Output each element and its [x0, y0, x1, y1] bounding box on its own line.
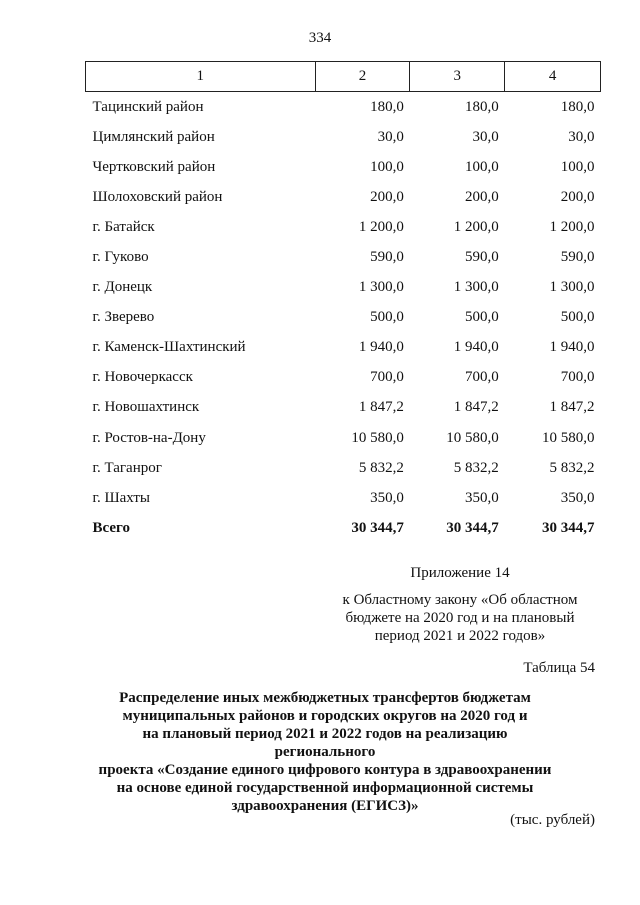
- row-value-2021-cell: 1 200,0: [453, 218, 499, 235]
- row-value-2022-cell: 500,0: [560, 309, 595, 326]
- title-line: на основе единой государственной информационной системы: [116, 780, 534, 796]
- row-value-2022-cell: 180,0: [560, 98, 595, 115]
- row-name-cell: Всего: [92, 519, 130, 536]
- table-row: [86, 483, 601, 513]
- table-row: [86, 303, 601, 333]
- row-value-2020-cell: 180,0: [370, 98, 404, 115]
- row-value-2021-cell: 350,0: [464, 489, 499, 506]
- table-row: [86, 393, 601, 423]
- row-value-2020-cell: 30 344,7: [351, 519, 404, 536]
- row-value-2022-cell: 1 940,0: [549, 339, 595, 356]
- row-name-cell: г. Ростов-на-Дону: [92, 429, 206, 446]
- row-value-2020-cell: 500,0: [370, 309, 404, 326]
- row-name-cell: г. Гуково: [92, 249, 149, 266]
- row-value-2022-cell: 1 300,0: [549, 279, 595, 296]
- row-value-2022-cell: 30 344,7: [542, 519, 595, 536]
- row-name-cell: Тацинский район: [92, 98, 204, 115]
- row-value-2022-cell: 5 832,2: [549, 459, 595, 476]
- row-value-2020-cell: 10 580,0: [351, 429, 404, 446]
- table-body: [86, 92, 601, 544]
- row-value-2021-cell: 10 580,0: [446, 429, 499, 446]
- row-value-2022-cell: 10 580,0: [542, 429, 595, 446]
- table-total-row: [86, 513, 601, 543]
- row-value-2020-cell: 1 940,0: [358, 339, 404, 356]
- column-header-3: 3: [410, 62, 505, 92]
- row-name-cell: г. Шахты: [92, 489, 151, 506]
- row-value-2020-cell: 590,0: [370, 249, 404, 266]
- row-value-2022-cell: 100,0: [560, 158, 595, 175]
- row-value-2021-cell: 700,0: [464, 369, 499, 386]
- row-value-2020-cell: 700,0: [370, 369, 404, 386]
- row-value-2022-cell: 30,0: [568, 128, 595, 145]
- row-value-2021-cell: 590,0: [464, 249, 499, 266]
- appendix-line: бюджете на 2020 год и на плановый: [345, 610, 575, 626]
- table-row: [86, 363, 601, 393]
- row-name-cell: Шолоховский район: [92, 188, 223, 205]
- row-value-2022-cell: 1 200,0: [549, 218, 595, 235]
- row-value-2021-cell: 5 832,2: [453, 459, 499, 476]
- document-title: [95, 689, 555, 815]
- table-row: [86, 453, 601, 483]
- table-row: [86, 423, 601, 453]
- table-row: [86, 92, 601, 123]
- row-value-2021-cell: 1 847,2: [453, 399, 499, 416]
- page-number: 334: [308, 30, 332, 46]
- table-row: [86, 182, 601, 212]
- row-name-cell: г. Зверево: [92, 309, 155, 326]
- row-value-2020-cell: 350,0: [370, 489, 404, 506]
- column-header-4: 4: [505, 62, 601, 92]
- table-row: [86, 273, 601, 303]
- title-line: муниципальных районов и городских округов на 2020 год и: [122, 708, 528, 724]
- title-line: здравоохранения (ЕГИСЗ)»: [231, 798, 419, 814]
- column-header-1: 1: [86, 62, 316, 92]
- row-value-2020-cell: 1 847,2: [358, 399, 404, 416]
- row-value-2022-cell: 350,0: [560, 489, 595, 506]
- table-row: [86, 152, 601, 182]
- appendix-note: [320, 564, 600, 645]
- row-value-2020-cell: 30,0: [377, 128, 404, 145]
- appendix-line: к Областному закону «Об областном: [342, 592, 578, 608]
- table-header-row: [86, 62, 601, 92]
- row-value-2021-cell: 500,0: [464, 309, 499, 326]
- row-name-cell: г. Батайск: [92, 218, 155, 235]
- row-value-2021-cell: 200,0: [464, 188, 499, 205]
- table-row: [86, 122, 601, 152]
- title-line: на плановый период 2021 и 2022 годов на реализацию регионального: [142, 726, 508, 760]
- row-name-cell: Цимлянский район: [92, 128, 215, 145]
- row-value-2022-cell: 700,0: [560, 369, 595, 386]
- table-row: [86, 212, 601, 242]
- table-number: Таблица 54: [523, 660, 595, 676]
- row-value-2021-cell: 30,0: [472, 128, 499, 145]
- row-name-cell: г. Каменск-Шахтинский: [92, 339, 246, 356]
- budget-table: [85, 61, 601, 543]
- row-value-2021-cell: 1 300,0: [453, 279, 499, 296]
- row-value-2022-cell: 590,0: [560, 249, 595, 266]
- row-value-2021-cell: 1 940,0: [453, 339, 499, 356]
- row-value-2020-cell: 1 300,0: [358, 279, 404, 296]
- row-value-2020-cell: 100,0: [370, 158, 404, 175]
- row-value-2020-cell: 5 832,2: [358, 459, 404, 476]
- row-value-2021-cell: 180,0: [464, 98, 499, 115]
- row-value-2021-cell: 100,0: [464, 158, 499, 175]
- row-value-2020-cell: 200,0: [370, 188, 404, 205]
- row-name-cell: Чертковский район: [92, 158, 216, 175]
- row-value-2022-cell: 200,0: [560, 188, 595, 205]
- appendix-line: период 2021 и 2022 годов»: [374, 628, 546, 644]
- row-value-2022-cell: 1 847,2: [549, 399, 595, 416]
- table-row: [86, 242, 601, 272]
- row-name-cell: г. Новошахтинск: [92, 399, 200, 416]
- row-name-cell: г. Донецк: [92, 279, 153, 296]
- row-value-2020-cell: 1 200,0: [358, 218, 404, 235]
- title-line: Распределение иных межбюджетных трансфертов бюджетам: [119, 690, 531, 706]
- table-row: [86, 333, 601, 363]
- row-name-cell: г. Таганрог: [92, 459, 162, 476]
- row-name-cell: г. Новочеркасск: [92, 369, 193, 386]
- appendix-label: Приложение 14: [410, 565, 510, 581]
- units-note: (тыс. рублей): [510, 812, 595, 828]
- title-line: проекта «Создание единого цифрового контура в здравоохранении: [98, 762, 552, 778]
- column-header-2: 2: [315, 62, 410, 92]
- row-value-2021-cell: 30 344,7: [446, 519, 499, 536]
